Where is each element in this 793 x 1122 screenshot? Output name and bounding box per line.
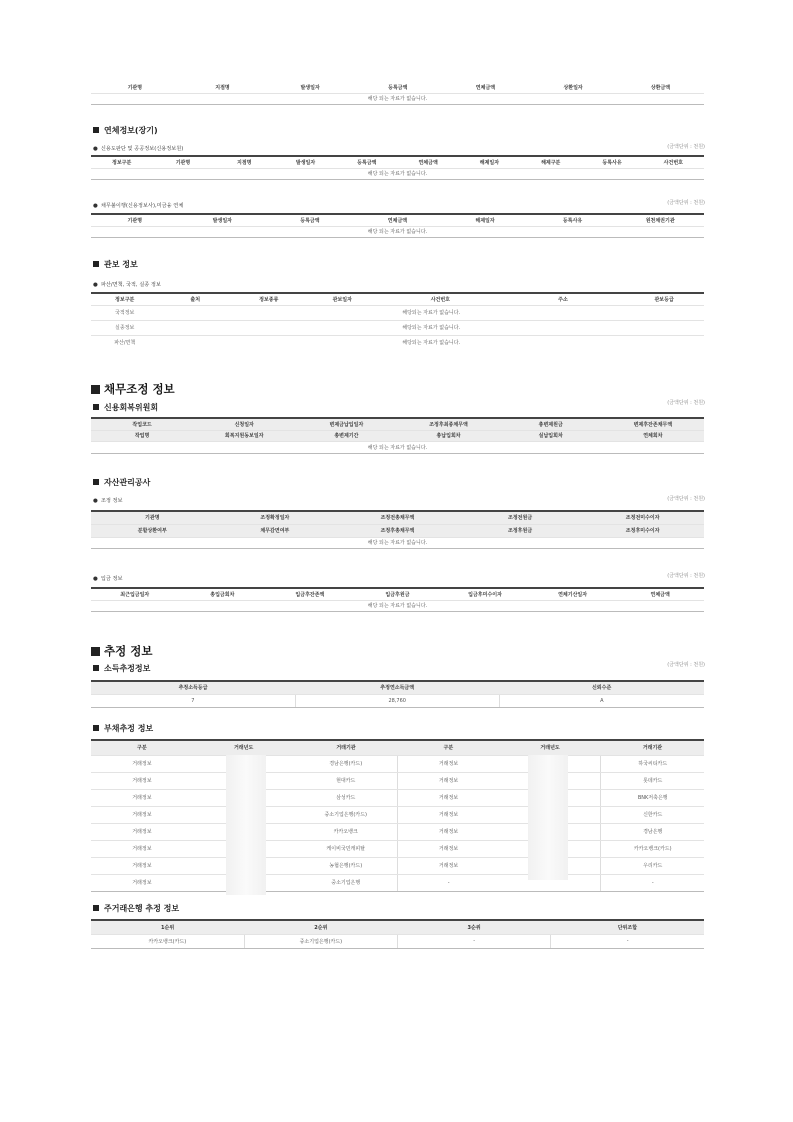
row-label: 실종정보 xyxy=(91,320,158,335)
cell: 신한카드 xyxy=(601,806,704,823)
cell: 거래정보 xyxy=(91,840,193,857)
col-header: 정보구분 xyxy=(91,293,158,305)
unit-label: (금액단위 : 천원) xyxy=(667,400,705,406)
col-header: 사건번호 xyxy=(643,156,704,168)
main-bank-table xyxy=(91,919,704,949)
col-header: 입금후잔존액 xyxy=(266,588,354,600)
overdue-table-2 xyxy=(91,213,704,238)
income-grade: 7 xyxy=(91,694,295,707)
col-header: 변제금납입일자 xyxy=(295,418,397,430)
unit-label: (금액단위 : 천원) xyxy=(667,573,705,579)
col-header: 관보일자 xyxy=(306,293,380,305)
col-header: 총입금회차 xyxy=(179,588,267,600)
row-label: 파산/면책 xyxy=(114,340,136,347)
overdue-table-1 xyxy=(91,155,704,180)
cell: 중소기업은행 xyxy=(295,874,398,891)
cell: 삼성카드 xyxy=(295,789,398,806)
col-header: 등록사유 xyxy=(529,214,617,226)
col-header: 상환일자 xyxy=(529,82,617,93)
rank-2-bank: 중소기업은행(카드) xyxy=(244,934,397,948)
empty-message: 해당되는 자료가 없습니다. xyxy=(158,305,704,320)
cell: 카카오뱅크 xyxy=(295,823,398,840)
subsection-title-main-bank: 주거래은행 추정 정보 xyxy=(93,903,179,914)
cell: - xyxy=(397,874,499,891)
col-header: 기관명 xyxy=(91,511,214,524)
col-header: 총변제기간 xyxy=(295,430,397,442)
col-header: 회복지원동보일자 xyxy=(193,430,295,442)
unit-label: (금액단위 : 천원) xyxy=(667,200,705,206)
empty-message: 해당되는 자료가 없습니다. xyxy=(402,340,461,347)
col-header: 3순위 xyxy=(398,920,551,934)
cell: - xyxy=(601,874,704,891)
liability-table xyxy=(91,739,704,892)
unit-label: (금액단위 : 천원) xyxy=(667,144,705,150)
col-header: 조정후원금 xyxy=(459,524,582,537)
rank-3-bank: - xyxy=(398,934,551,948)
unit-union: - xyxy=(551,934,704,948)
cell: 거래정보 xyxy=(91,755,193,772)
col-header: 연체회차 xyxy=(602,430,704,442)
col-header: 정보종류 xyxy=(232,293,306,305)
cell: 거래정보 xyxy=(91,823,193,840)
unit-label: (금액단위 : 천원) xyxy=(667,662,705,668)
cell: 거래정보 xyxy=(91,857,193,874)
subsection-title: ● 신용도판단 및 공공정보(신용정보원) xyxy=(93,145,183,152)
col-header: 지점명 xyxy=(179,82,267,93)
income-table xyxy=(91,680,704,708)
cell: 하국씨티카드 xyxy=(601,755,704,772)
col-header: 조정전총채무액 xyxy=(336,511,459,524)
redacted-area xyxy=(528,755,568,880)
subsection-title: ● 파산/면책, 국적, 실종 정보 xyxy=(93,281,161,288)
cell: 거래정보 xyxy=(397,789,499,806)
col-header: 연체금액 xyxy=(442,82,530,93)
kamco-adjust-table xyxy=(91,510,704,549)
public-table xyxy=(91,292,704,350)
col-header: 변제후잔존채무액 xyxy=(602,418,704,430)
section-title-overdue: 연체정보(장기) xyxy=(93,125,158,136)
cell: 우리카드 xyxy=(601,857,704,874)
col-header: 연체금액 xyxy=(354,214,442,226)
col-header: 등록금액 xyxy=(354,82,442,93)
subsection-title-liability: 부채추정 정보 xyxy=(93,723,153,734)
col-header: 거래기관 xyxy=(601,740,704,755)
empty-message: 해당 되는 자료가 없습니다. xyxy=(91,442,704,454)
col-header: 2순위 xyxy=(244,920,397,934)
col-header: 발생일자 xyxy=(275,156,336,168)
col-header: 입금후원금 xyxy=(354,588,442,600)
col-header: 사건번호 xyxy=(379,293,502,305)
cell: 거래정보 xyxy=(397,823,499,840)
section-title-debt-adjustment: 채무조정 정보 xyxy=(91,381,175,397)
cell: 경남은행 xyxy=(601,823,704,840)
col-header: 신뢰수준 xyxy=(499,681,704,694)
col-header: 해제일자 xyxy=(441,214,529,226)
subsection-title-income: 소득추정정보 xyxy=(93,663,150,674)
col-header: 입금후미수이자 xyxy=(441,588,529,600)
col-header: 발생일자 xyxy=(179,214,267,226)
col-header: 거래기관 xyxy=(295,740,398,755)
cell: 중소기업은행(카드) xyxy=(295,806,398,823)
col-header: 기관명 xyxy=(91,214,179,226)
empty-message: 해당 되는 자료가 없습니다. xyxy=(91,168,704,180)
col-header: 조정후총채무액 xyxy=(336,524,459,537)
col-header: 정보구분 xyxy=(91,156,152,168)
cell: 롯데카드 xyxy=(601,772,704,789)
col-header: 1순위 xyxy=(91,920,244,934)
col-header: 구분 xyxy=(397,740,499,755)
col-header: 조정후미수이자 xyxy=(581,524,704,537)
col-header: 연체금액 xyxy=(616,588,704,600)
cell: 카카오뱅크(카드) xyxy=(601,840,704,857)
cell: 거래정보 xyxy=(397,772,499,789)
cell: 거래정보 xyxy=(91,789,193,806)
cell: 거래정보 xyxy=(397,755,499,772)
col-header: 등록금액 xyxy=(336,156,397,168)
ccrs-table xyxy=(91,417,704,454)
cell: 거래정보 xyxy=(91,806,193,823)
kamco-payment-table xyxy=(91,587,704,612)
cell: BNK저축은행 xyxy=(601,789,704,806)
col-header: 구분 xyxy=(91,740,193,755)
col-header: 상환금액 xyxy=(617,82,704,93)
row-label: 국적정보 xyxy=(91,305,158,320)
col-header: 관보등급 xyxy=(624,293,704,305)
cell: 거래정보 xyxy=(91,874,193,891)
col-header: 등록금액 xyxy=(266,214,354,226)
empty-message: 해당되는 자료가 없습니다. xyxy=(158,320,704,335)
col-header: 발생일자 xyxy=(266,82,354,93)
cell: 케이비국민캐피탈 xyxy=(295,840,398,857)
col-header: 지점명 xyxy=(214,156,275,168)
empty-message: 해당 되는 자료가 없습니다. xyxy=(91,93,704,105)
empty-message: 해당 되는 자료가 없습니다. xyxy=(91,600,704,612)
subsection-title-ccrs: 신용회복위원회 xyxy=(93,402,158,413)
col-header: 연체금액 xyxy=(397,156,458,168)
col-header: 조정확정일자 xyxy=(214,511,337,524)
col-header: 실납입회차 xyxy=(500,430,602,442)
col-header: 해제일자 xyxy=(459,156,520,168)
confidence-level: A xyxy=(499,694,704,707)
col-header: 조정후최종채무액 xyxy=(397,418,499,430)
col-header: 거래년도 xyxy=(499,740,601,755)
col-header: 분할상환여부 xyxy=(91,524,214,537)
col-header: 주소 xyxy=(502,293,625,305)
cell: 농협은행(카드) xyxy=(295,857,398,874)
col-header: 채무감면여부 xyxy=(214,524,337,537)
rank-1-bank: 카카오뱅크(카드) xyxy=(91,934,244,948)
col-header: 조정전원금 xyxy=(459,511,582,524)
col-header: 기관명 xyxy=(152,156,213,168)
cell: 거래정보 xyxy=(397,857,499,874)
subsection-title-kamco: 자산관리공사 xyxy=(93,477,150,488)
col-header: 기관명 xyxy=(91,82,179,93)
top-table xyxy=(91,82,704,105)
subsection-title: ● 입금 정보 xyxy=(93,575,123,582)
unit-label: (금액단위 : 천원) xyxy=(667,496,705,502)
cell: 거래정보 xyxy=(91,772,193,789)
col-header: 해제구분 xyxy=(520,156,581,168)
col-header: 신청일자 xyxy=(193,418,295,430)
redacted-area xyxy=(226,755,266,895)
section-title-public: 관보 정보 xyxy=(93,259,138,270)
col-header: 작업코드 xyxy=(91,418,193,430)
cell: 경남은행(카드) xyxy=(295,755,398,772)
section-title-estimate: 추정 정보 xyxy=(91,643,152,659)
income-amount: 28,760 xyxy=(295,694,499,707)
col-header: 단위조합 xyxy=(551,920,704,934)
col-header: 연체기산일자 xyxy=(529,588,617,600)
empty-message: 해당 되는 자료가 없습니다. xyxy=(91,537,704,549)
cell: 현대카드 xyxy=(295,772,398,789)
col-header: 추정소득등급 xyxy=(91,681,295,694)
col-header: 출처 xyxy=(158,293,232,305)
col-header: 작업명 xyxy=(91,430,193,442)
empty-message: 해당 되는 자료가 없습니다. xyxy=(91,226,704,238)
col-header: 총변제원금 xyxy=(500,418,602,430)
cell: 거래정보 xyxy=(397,840,499,857)
col-header: 추정연소득금액 xyxy=(295,681,499,694)
col-header: 최근입금일자 xyxy=(91,588,179,600)
cell: 거래정보 xyxy=(397,806,499,823)
col-header: 거래년도 xyxy=(193,740,295,755)
col-header: 원천채권기관 xyxy=(616,214,704,226)
subsection-title: ● 채무불이행(신용정보사),미금융 연체 xyxy=(93,202,183,209)
col-header: 등록사유 xyxy=(581,156,642,168)
subsection-title: ● 조정 정보 xyxy=(93,497,123,504)
col-header: 총납입회차 xyxy=(397,430,499,442)
col-header: 조정전미수이자 xyxy=(581,511,704,524)
